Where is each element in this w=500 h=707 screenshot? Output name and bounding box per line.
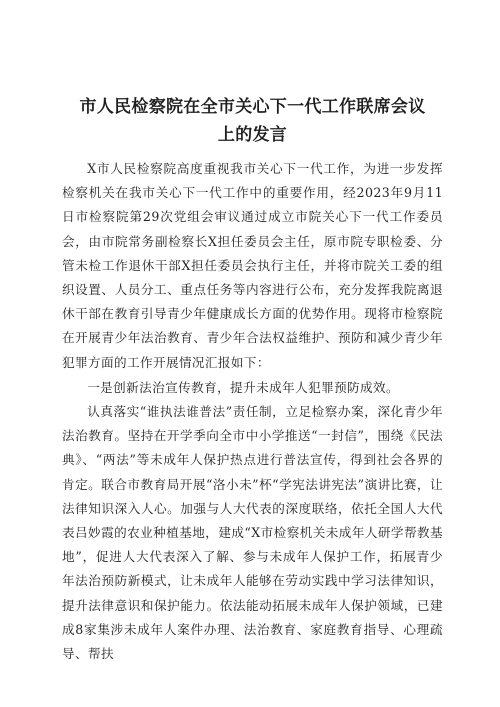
title-line-2: 上的发言 [217, 125, 288, 145]
section-heading-1: 一是创新法治宣传教育，提升未成年人犯罪预防成效。 [87, 379, 400, 395]
title-line-1: 市人民检察院在全市关心下一代工作联席会议 [79, 97, 426, 117]
section-body-1: 认真落实“谁执法谁普法”责任制，立足检察办案，深化青少年法治教育。坚持在开学季向全市中小学推送“一封信”，围绕《民法典》、“两法”等未成年人保护热点进行普法宣传，得到社会各界的肯定。联合市教育局开展“洛小未”杯“学宪法讲宪法”演讲比赛，让法律知识深入人心。加强与人大代表的深度联络，依托全国人大代表吕妙霞的农业种植基地，建成“X市检察机关未成年人研学帮教基地”，促进人大代表深入了解、参与未成年人保护工作，拓展青少年法治预防新模式，让未成年人能够在劳动实践中学习法律知识，提升法律意识和保护能力。依法能动拓展未成年人保护领域，已建成8家集涉未成年人案件办理、法治教育、家庭教育指导、心理疏导、帮扶 [62, 404, 443, 662]
document-title [62, 93, 443, 149]
intro-paragraph: X市人民检察院高度重视我市关心下一代工作，为进一步发挥检察机关在我市关心下一代工作中的重要作用，经2023年9月11日市检察院第29次党组会审议通过成立市院关心下一代工作委员会，由市院常务副检察长X担任委员会主任，原市院专职检委、分管未检工作退休干部X担任委员会执行主任，并将市院关工委的组织设置、人员分工、重点任务等内容进行公布，充分发挥我院离退休干部在教育引导青少年健康成长方面的优势作用。现将市检察院在开展青少年法治教育、青少年合法权益维护、预防和减少青少年犯罪方面的工作开展情况汇报如下： [62, 161, 443, 370]
